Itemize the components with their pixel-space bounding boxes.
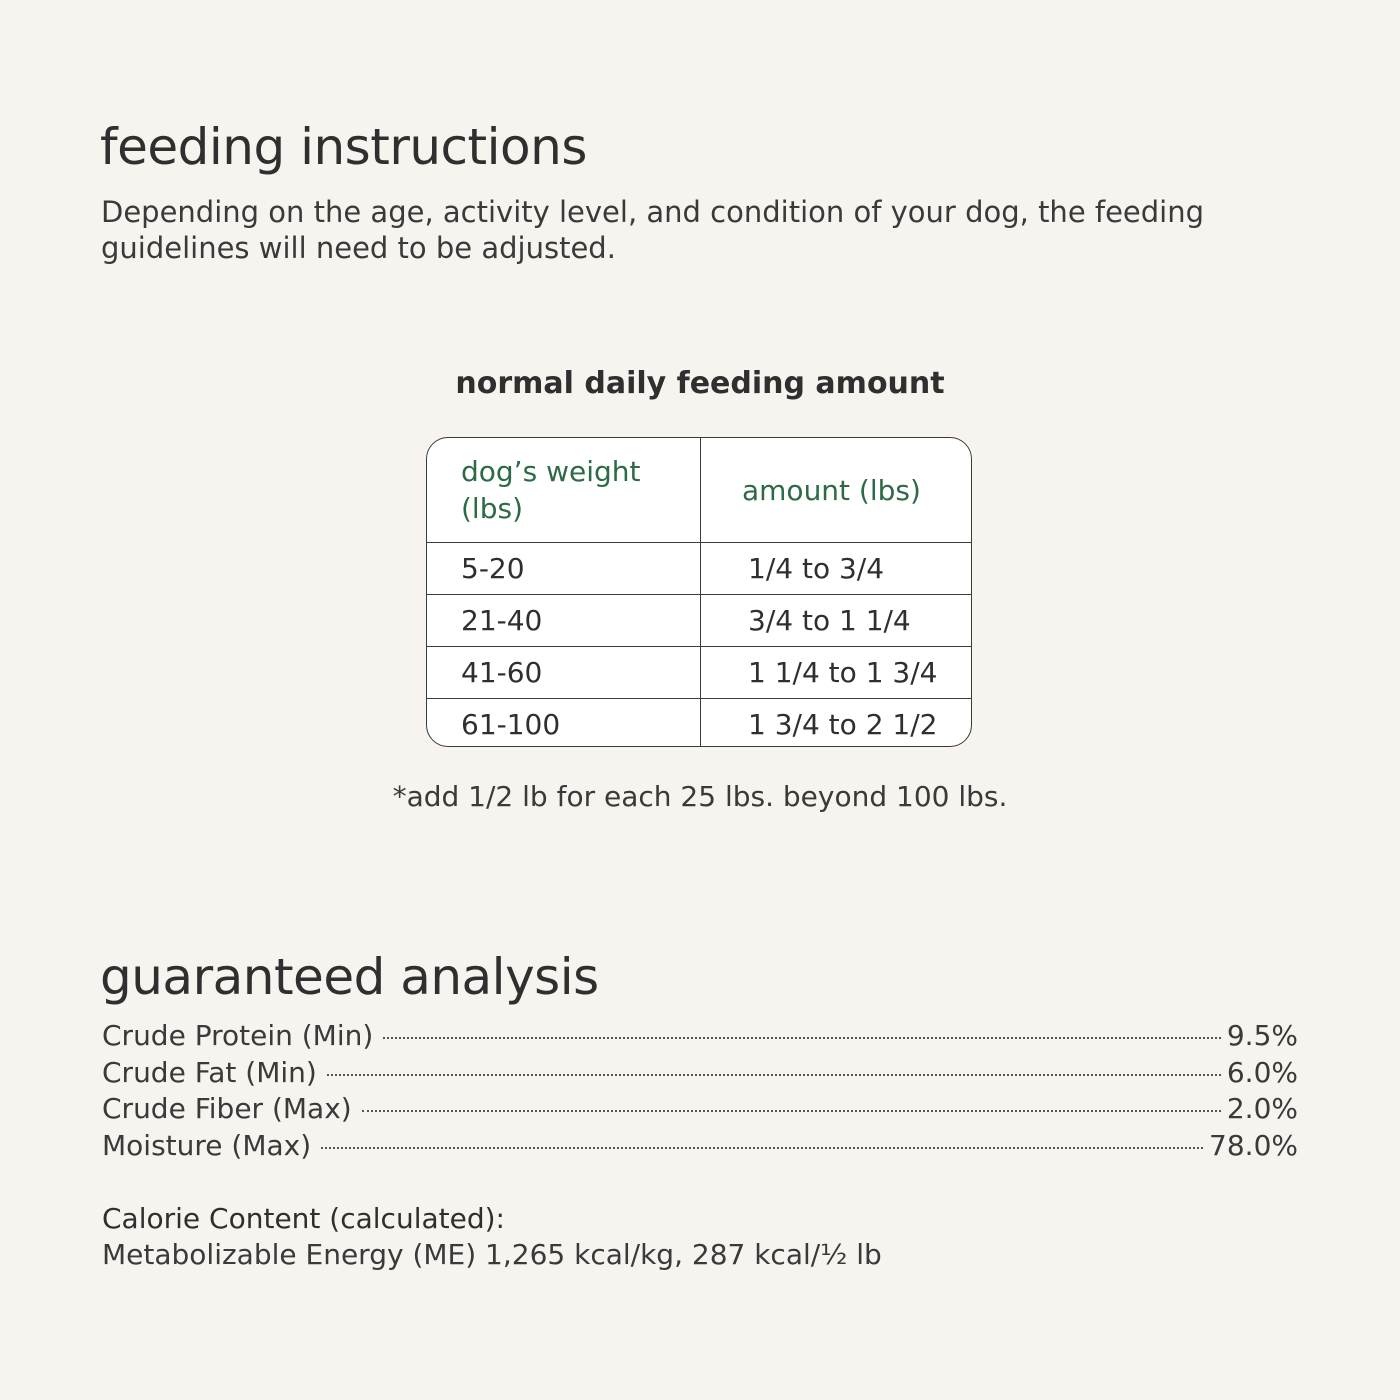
dot-leader — [362, 1110, 1221, 1112]
weight-cell: 41-60 — [427, 647, 701, 699]
feeding-table — [426, 437, 972, 747]
analysis-value: 2.0% — [1226, 1092, 1298, 1125]
analysis-label: Crude Protein (Min) — [102, 1019, 374, 1052]
analysis-label: Moisture (Max) — [102, 1128, 312, 1162]
analysis-label: Crude Fat (Min) — [102, 1055, 317, 1089]
dot-leader — [383, 1037, 1221, 1039]
weight-cell: 21-40 — [427, 595, 701, 647]
column-header-amount: amount (lbs) — [701, 438, 972, 543]
analysis-list — [102, 1019, 1298, 1165]
analysis-row — [102, 1056, 1298, 1093]
weight-cell: 61-100 — [427, 699, 701, 748]
feeding-table-heading: normal daily feeding amount — [455, 366, 945, 401]
weight-cell: 5-20 — [427, 543, 701, 595]
analysis-value: 6.0% — [1226, 1055, 1298, 1089]
feeding-description: Depending on the age, activity level, and condition of your dog, the feeding guidelines will need to be adjusted. — [101, 195, 1205, 265]
table-header-row — [427, 438, 971, 543]
feeding-footnote: *add 1/2 lb for each 25 lbs. beyond 100 lbs. — [392, 780, 1008, 813]
analysis-row — [102, 1092, 1298, 1129]
table-row — [427, 595, 971, 647]
amount-cell: 1 1/4 to 1 3/4 — [701, 647, 972, 699]
column-header-weight: dog’s weight (lbs) — [427, 438, 701, 543]
analysis-label: Crude Fiber (Max) — [102, 1092, 352, 1125]
table-row — [427, 647, 971, 699]
amount-cell: 1/4 to 3/4 — [701, 543, 972, 595]
table-row — [427, 699, 971, 748]
feeding-table-grid — [427, 438, 971, 747]
amount-cell: 3/4 to 1 1/4 — [701, 595, 972, 647]
dot-leader — [321, 1147, 1203, 1149]
table-row — [427, 543, 971, 595]
analysis-row — [102, 1129, 1298, 1166]
analysis-value: 9.5% — [1226, 1019, 1298, 1052]
analysis-row — [102, 1019, 1298, 1056]
calorie-content-heading: Calorie Content (calculated): — [102, 1202, 505, 1235]
guaranteed-analysis-title: guaranteed analysis — [100, 948, 599, 1006]
dot-leader — [327, 1074, 1221, 1076]
amount-cell: 1 3/4 to 2 1/2 — [748, 708, 938, 741]
analysis-value: 78.0% — [1209, 1128, 1298, 1162]
calorie-content-value: Metabolizable Energy (ME) 1,265 kcal/kg, 287 kcal/½ lb — [102, 1238, 882, 1271]
feeding-instructions-title: feeding instructions — [100, 118, 587, 176]
